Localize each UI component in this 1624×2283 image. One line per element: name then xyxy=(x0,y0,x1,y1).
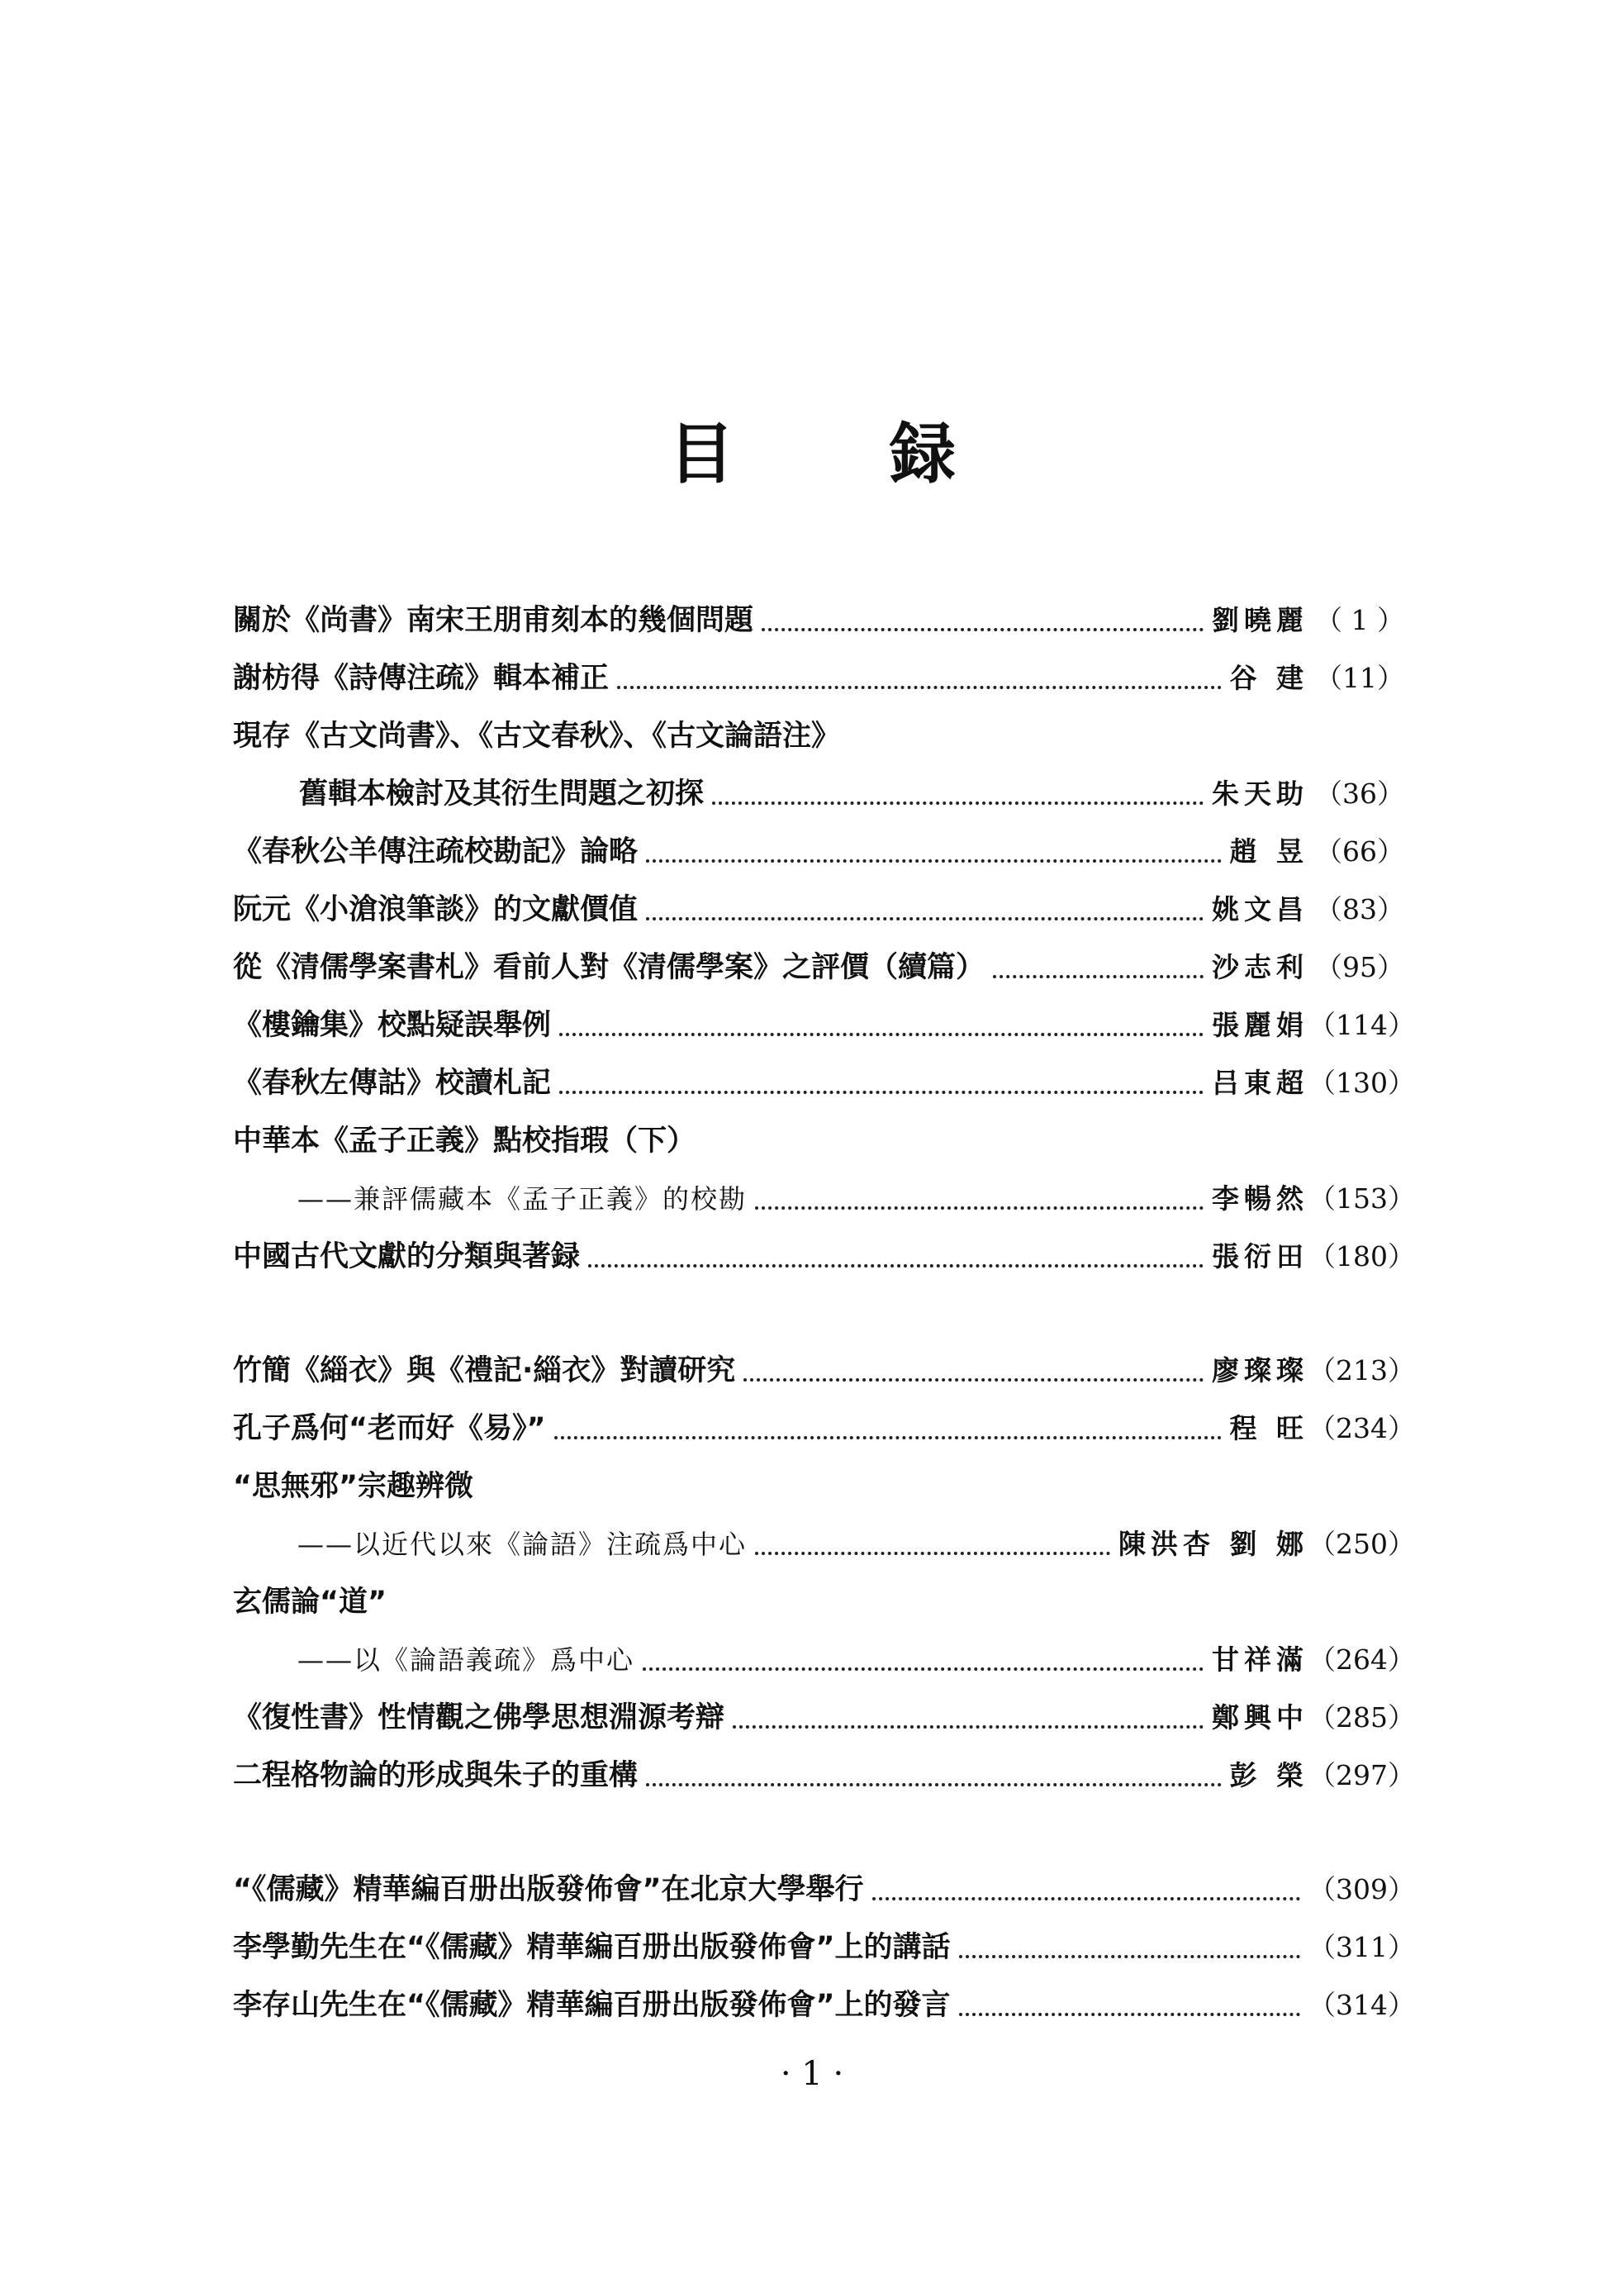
entry-author: 甘祥滿 xyxy=(1212,1643,1308,1676)
entry-author: 彭 榮 xyxy=(1229,1759,1308,1791)
dot-leader xyxy=(559,1054,1204,1112)
toc-entry[interactable] xyxy=(233,1861,1415,1919)
entry-page: （264） xyxy=(1308,1643,1415,1676)
entry-page: （153） xyxy=(1308,1182,1415,1215)
entry-page: （180） xyxy=(1308,1240,1415,1272)
toc-entry[interactable] xyxy=(233,1689,1415,1747)
toc-section-2 xyxy=(233,1342,1415,1805)
toc-entry[interactable] xyxy=(233,881,1404,939)
entry-title: “《儒藏》精華編百册出版發佈會”在北京大學舉行 xyxy=(233,1873,864,1906)
dot-leader xyxy=(554,1400,1222,1458)
entry-title: 《春秋左傳詁》校讀札記 xyxy=(233,1067,552,1100)
entry-title: 李存山先生在“《儒藏》精華編百册出版發佈會”上的發言 xyxy=(233,1989,951,2022)
entry-page: （95） xyxy=(1315,951,1404,983)
dot-leader xyxy=(588,1228,1204,1286)
entry-page: （66） xyxy=(1315,835,1404,868)
entry-author: 程 旺 xyxy=(1229,1412,1308,1444)
dot-leader xyxy=(617,649,1221,707)
dot-leader xyxy=(559,996,1204,1054)
table-of-contents xyxy=(233,592,1415,2034)
entry-author: 沙志利 xyxy=(1212,951,1308,983)
toc-entry[interactable] xyxy=(233,1976,1415,2034)
entry-page: （234） xyxy=(1308,1412,1415,1444)
entry-title: “思無邪”宗趣辨微 xyxy=(233,1470,474,1503)
dot-leader xyxy=(643,1631,1204,1689)
entry-author: 劉曉麗 xyxy=(1212,604,1308,636)
entry-page: （285） xyxy=(1308,1701,1415,1734)
toc-section-1 xyxy=(233,592,1415,1286)
toc-entry[interactable] xyxy=(233,823,1404,881)
entry-title: 《樓鑰集》校點疑誤舉例 xyxy=(233,1009,552,1042)
toc-entry-continuation[interactable] xyxy=(233,765,1404,823)
dot-leader xyxy=(733,1689,1204,1747)
toc-entry[interactable] xyxy=(233,1342,1415,1400)
entry-author: 吕東超 xyxy=(1212,1067,1308,1099)
dot-leader xyxy=(959,1919,1300,1976)
entry-subtitle: ——兼評儒藏本《孟子正義》的校勘 xyxy=(297,1183,748,1215)
entry-title: 現存《古文尚書》、《古文春秋》、《古文論語注》 xyxy=(233,720,841,753)
toc-entry[interactable] xyxy=(233,1747,1415,1805)
entry-title: 李學勤先生在“《儒藏》精華編百册出版發佈會”上的講話 xyxy=(233,1931,951,1964)
toc-entry[interactable] xyxy=(233,1919,1415,1976)
entry-page: （213） xyxy=(1308,1354,1415,1386)
dot-leader xyxy=(646,823,1221,881)
entry-page: （114） xyxy=(1308,1009,1415,1041)
entry-author: 鄭興中 xyxy=(1212,1701,1308,1734)
toc-section-3 xyxy=(233,1861,1415,2034)
entry-page: （130） xyxy=(1308,1067,1415,1099)
dot-leader xyxy=(762,592,1204,649)
dot-leader xyxy=(755,1170,1204,1228)
dot-leader xyxy=(743,1342,1204,1400)
entry-subtitle: ——以近代以來《論語》注疏爲中心 xyxy=(297,1529,748,1560)
toc-entry[interactable] xyxy=(233,1458,1404,1515)
entry-title: 關於《尚書》南宋王朋甫刻本的幾個問題 xyxy=(233,604,754,637)
entry-title: 《復性書》性情觀之佛學思想淵源考辯 xyxy=(233,1701,725,1734)
entry-author: 張衍田 xyxy=(1212,1240,1308,1272)
entry-title: 竹簡《緇衣》與《禮記·緇衣》對讀研究 xyxy=(233,1354,736,1387)
dot-leader xyxy=(959,1976,1300,2034)
entry-title: 《春秋公羊傳注疏校勘記》論略 xyxy=(233,835,639,868)
toc-entry[interactable] xyxy=(233,1573,1404,1631)
toc-entry[interactable] xyxy=(233,649,1404,707)
entry-title: 阮元《小滄浪筆談》的文獻價值 xyxy=(233,893,639,926)
entry-page: （36） xyxy=(1315,778,1404,810)
entry-title: 中華本《孟子正義》點校指瑕（下） xyxy=(233,1125,696,1158)
entry-subtitle: ——以《論語義疏》爲中心 xyxy=(297,1644,635,1676)
entry-page: （297） xyxy=(1308,1759,1415,1791)
entry-author: 趙 昱 xyxy=(1229,835,1308,868)
entry-page: （11） xyxy=(1315,662,1404,694)
entry-page: （83） xyxy=(1315,893,1404,925)
toc-entry[interactable] xyxy=(233,1054,1415,1112)
entry-author: 谷 建 xyxy=(1229,662,1308,694)
entry-page: （250） xyxy=(1308,1528,1415,1560)
entry-title: 謝枋得《詩傳注疏》輯本補正 xyxy=(233,662,610,695)
entry-page: （ 1 ） xyxy=(1315,604,1404,636)
toc-entry[interactable] xyxy=(233,939,1404,996)
page-number: · 1 · xyxy=(780,2055,844,2093)
entry-page: （311） xyxy=(1308,1931,1415,1963)
entry-subtitle: 舊輯本檢討及其衍生問題之初探 xyxy=(299,778,705,811)
dot-leader xyxy=(646,1747,1221,1805)
toc-entry[interactable] xyxy=(233,592,1404,649)
entry-page: （309） xyxy=(1308,1873,1415,1905)
entry-author: 朱天助 xyxy=(1212,778,1308,810)
dot-leader xyxy=(993,939,1204,996)
toc-entry-continuation[interactable] xyxy=(233,1631,1415,1689)
entry-title: 孔子爲何“老而好《易》” xyxy=(233,1412,546,1445)
toc-entry-continuation[interactable] xyxy=(233,1515,1415,1573)
toc-entry[interactable] xyxy=(233,996,1415,1054)
entry-title: 二程格物論的形成與朱子的重構 xyxy=(233,1759,639,1792)
entry-author: 陳洪杏 劉 娜 xyxy=(1118,1528,1308,1560)
toc-entry[interactable] xyxy=(233,1112,1404,1170)
dot-leader xyxy=(646,881,1204,939)
entry-author: 廖璨璨 xyxy=(1212,1354,1308,1386)
dot-leader xyxy=(712,765,1204,823)
dot-leader xyxy=(872,1861,1300,1919)
dot-leader xyxy=(755,1515,1110,1573)
toc-entry[interactable] xyxy=(233,1228,1415,1286)
entry-author: 姚文昌 xyxy=(1212,893,1308,925)
toc-entry-continuation[interactable] xyxy=(233,1170,1415,1228)
page-title: 目 録 xyxy=(668,416,1022,492)
entry-author: 李暢然 xyxy=(1212,1182,1308,1215)
toc-entry[interactable] xyxy=(233,1400,1415,1458)
entry-title: 中國古代文獻的分類與著録 xyxy=(233,1240,581,1273)
entry-page: （314） xyxy=(1308,1989,1415,2021)
entry-author: 張麗娟 xyxy=(1212,1009,1308,1041)
entry-title: 從《清儒學案書札》看前人對《清儒學案》之評價（續篇） xyxy=(233,951,985,984)
entry-title: 玄儒論“道” xyxy=(233,1586,387,1619)
toc-entry[interactable] xyxy=(233,707,1404,765)
